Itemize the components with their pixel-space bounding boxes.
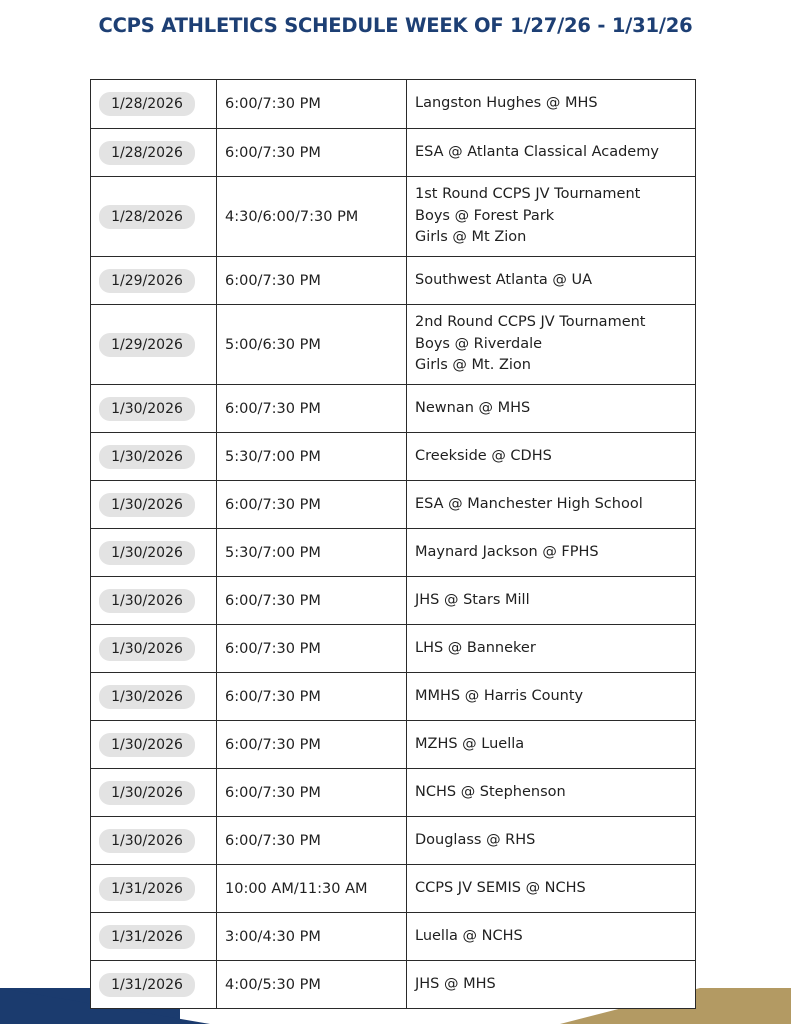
date-badge: 1/28/2026 (99, 92, 195, 116)
date-cell (91, 865, 217, 912)
date-badge: 1/28/2026 (99, 205, 195, 229)
event-line: Luella @ NCHS (415, 927, 523, 944)
date-badge: 1/31/2026 (99, 877, 195, 901)
event-line: Douglass @ RHS (415, 831, 536, 848)
event-line: NCHS @ Stephenson (415, 783, 566, 800)
event-line: Langston Hughes @ MHS (415, 95, 598, 112)
time-cell: 5:00/6:30 PM (217, 305, 407, 384)
table-row (91, 816, 695, 864)
table-row (91, 672, 695, 720)
time-cell: 4:00/5:30 PM (217, 961, 407, 1008)
time-cell: 6:00/7:30 PM (217, 673, 407, 720)
event-line: LHS @ Banneker (415, 639, 536, 656)
date-badge: 1/31/2026 (99, 973, 195, 997)
event-line: Maynard Jackson @ FPHS (415, 543, 599, 560)
event-cell (407, 721, 695, 768)
schedule-table (90, 79, 696, 1009)
date-cell (91, 769, 217, 816)
table-row (91, 912, 695, 960)
event-cell (407, 577, 695, 624)
date-badge: 1/30/2026 (99, 733, 195, 757)
date-badge: 1/30/2026 (99, 445, 195, 469)
event-line: Boys @ Riverdale (415, 335, 543, 352)
date-cell (91, 305, 217, 384)
time-cell: 5:30/7:00 PM (217, 433, 407, 480)
date-cell (91, 721, 217, 768)
date-cell (91, 385, 217, 432)
footer-gold-band (700, 988, 791, 1024)
event-line: MMHS @ Harris County (415, 687, 584, 704)
date-cell (91, 577, 217, 624)
event-line: Southwest Atlanta @ UA (415, 271, 593, 288)
event-cell (407, 673, 695, 720)
event-cell (407, 433, 695, 480)
event-cell (407, 129, 695, 176)
event-cell (407, 257, 695, 304)
event-cell (407, 769, 695, 816)
date-cell (91, 529, 217, 576)
event-line: CCPS JV SEMIS @ NCHS (415, 879, 586, 896)
event-cell (407, 913, 695, 960)
date-badge: 1/30/2026 (99, 829, 195, 853)
table-row (91, 768, 695, 816)
date-badge: 1/30/2026 (99, 397, 195, 421)
table-row (91, 576, 695, 624)
table-row (91, 384, 695, 432)
table-row (91, 256, 695, 304)
event-line: Newnan @ MHS (415, 399, 531, 416)
time-cell: 6:00/7:30 PM (217, 80, 407, 128)
page-title: CCPS ATHLETICS SCHEDULE WEEK OF 1/27/26 - 1/31/26 (98, 14, 693, 37)
table-row (91, 960, 695, 1008)
date-badge: 1/30/2026 (99, 637, 195, 661)
table-row (91, 176, 695, 256)
event-cell (407, 177, 695, 256)
event-line: JHS @ MHS (415, 975, 496, 992)
date-badge: 1/30/2026 (99, 541, 195, 565)
date-cell (91, 257, 217, 304)
event-line: Creekside @ CDHS (415, 447, 552, 464)
table-row (91, 432, 695, 480)
time-cell: 5:30/7:00 PM (217, 529, 407, 576)
date-cell (91, 817, 217, 864)
date-cell (91, 129, 217, 176)
date-badge: 1/30/2026 (99, 685, 195, 709)
event-line: ESA @ Atlanta Classical Academy (415, 143, 659, 160)
event-line: MZHS @ Luella (415, 735, 525, 752)
date-badge: 1/30/2026 (99, 589, 195, 613)
date-cell (91, 625, 217, 672)
time-cell: 6:00/7:30 PM (217, 257, 407, 304)
event-cell (407, 961, 695, 1008)
table-row (91, 624, 695, 672)
date-cell (91, 177, 217, 256)
time-cell: 6:00/7:30 PM (217, 721, 407, 768)
event-cell (407, 80, 695, 128)
table-row (91, 720, 695, 768)
event-line: 1st Round CCPS JV Tournament (415, 186, 641, 203)
table-row (91, 864, 695, 912)
event-cell (407, 305, 695, 384)
time-cell: 6:00/7:30 PM (217, 625, 407, 672)
time-cell: 6:00/7:30 PM (217, 481, 407, 528)
date-cell (91, 433, 217, 480)
date-badge: 1/29/2026 (99, 269, 195, 293)
date-cell (91, 481, 217, 528)
event-cell (407, 481, 695, 528)
table-row (91, 528, 695, 576)
date-cell (91, 961, 217, 1008)
event-cell (407, 385, 695, 432)
time-cell: 6:00/7:30 PM (217, 577, 407, 624)
date-cell (91, 673, 217, 720)
time-cell: 4:30/6:00/7:30 PM (217, 177, 407, 256)
time-cell: 6:00/7:30 PM (217, 385, 407, 432)
date-cell (91, 80, 217, 128)
date-badge: 1/30/2026 (99, 781, 195, 805)
event-line: Girls @ Mt Zion (415, 229, 527, 246)
event-cell (407, 625, 695, 672)
event-line: JHS @ Stars Mill (415, 591, 530, 608)
time-cell: 6:00/7:30 PM (217, 769, 407, 816)
time-cell: 10:00 AM/11:30 AM (217, 865, 407, 912)
date-badge: 1/28/2026 (99, 141, 195, 165)
date-badge: 1/29/2026 (99, 333, 195, 357)
event-cell (407, 817, 695, 864)
event-line: 2nd Round CCPS JV Tournament (415, 314, 646, 331)
table-row (91, 80, 695, 128)
date-badge: 1/30/2026 (99, 493, 195, 517)
event-cell (407, 529, 695, 576)
table-row (91, 128, 695, 176)
event-line: Boys @ Forest Park (415, 207, 555, 224)
time-cell: 6:00/7:30 PM (217, 817, 407, 864)
event-line: Girls @ Mt. Zion (415, 357, 531, 374)
date-cell (91, 913, 217, 960)
time-cell: 3:00/4:30 PM (217, 913, 407, 960)
table-row (91, 304, 695, 384)
time-cell: 6:00/7:30 PM (217, 129, 407, 176)
event-line: ESA @ Manchester High School (415, 495, 643, 512)
table-row (91, 480, 695, 528)
date-badge: 1/31/2026 (99, 925, 195, 949)
event-cell (407, 865, 695, 912)
